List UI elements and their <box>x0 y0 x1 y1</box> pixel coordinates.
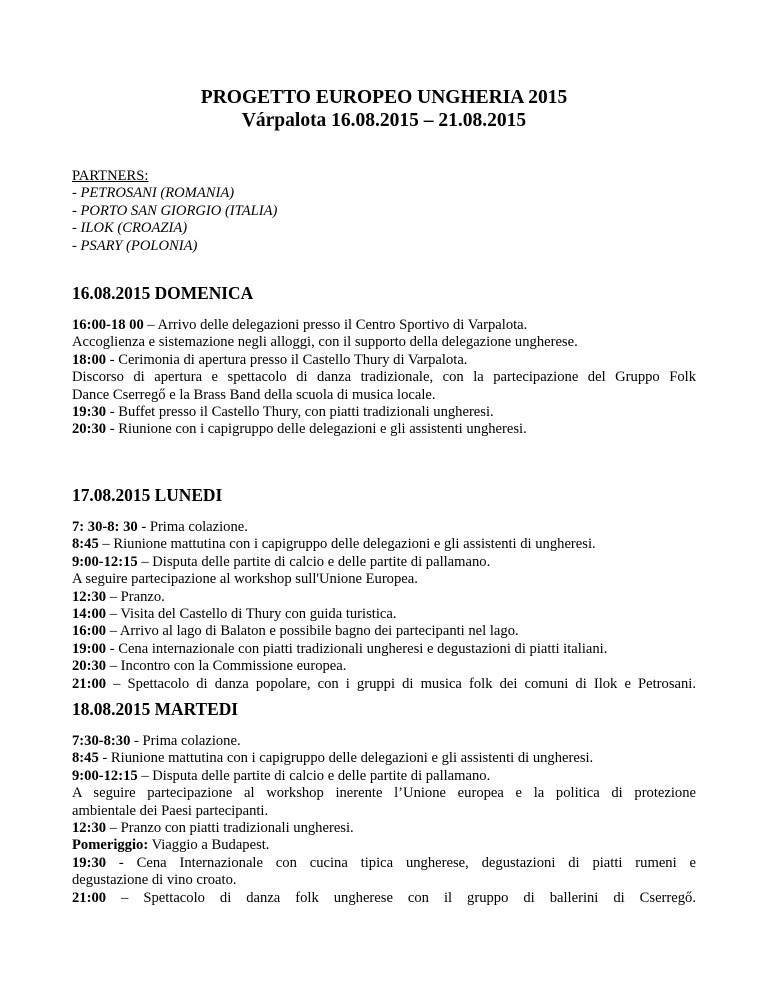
schedule-line <box>72 317 696 334</box>
schedule-line <box>72 820 696 837</box>
schedule-line <box>72 554 696 571</box>
schedule-time: 21:00 <box>72 675 107 692</box>
partner-item: - PETROSANI (ROMANIA) <box>72 185 235 202</box>
day-section-3 <box>72 699 696 907</box>
partner-item: - ILOK (CROAZIA) <box>72 220 188 237</box>
schedule-text: – Spettacolo di danza folk ungherese con il gruppo di ballerini di Cserregő. <box>106 889 696 906</box>
schedule-text: - Buffet presso il Castello Thury, con piatti tradizionali ungheresi. <box>106 404 494 421</box>
schedule-time: Pomeriggio: <box>72 837 149 854</box>
schedule-line <box>72 641 696 658</box>
schedule-text: Viaggio a Budapest. <box>148 837 270 854</box>
partners-heading: PARTNERS: <box>72 168 149 184</box>
schedule-text: - Cena internazionale con piatti tradizionali ungheresi e degustazioni di piatti italiani. <box>106 640 608 657</box>
schedule-text: – Riunione mattutina con i capigruppo delle delegazioni e gli assistenti di ungheresi. <box>98 536 596 553</box>
schedule-time: 9:00-12:15 <box>72 767 138 784</box>
day-section-2 <box>72 485 696 693</box>
schedule-line <box>72 519 696 536</box>
schedule-text: ambientale dei Paesi partecipanti. <box>72 802 269 819</box>
schedule-text: Dance Cserregő e la Brass Band della scuola di musica locale. <box>72 386 436 403</box>
schedule-line <box>72 589 696 606</box>
schedule-line <box>72 352 696 369</box>
document-subtitle: Várpalota 16.08.2015 – 21.08.2015 <box>241 110 527 131</box>
schedule-text: Accoglienza e sistemazione negli alloggi, con il supporto della delegazione ungherese. <box>72 334 578 351</box>
schedule-line <box>72 623 696 640</box>
schedule-time: 7: 30-8: 30 <box>72 519 138 535</box>
schedule-text: A seguire partecipazione al workshop sull'Unione Europea. <box>72 571 418 588</box>
schedule-text: – Disputa delle partite di calcio e delle partite di pallamano. <box>137 767 491 784</box>
schedule-text: – Spettacolo di danza popolare, con i gruppi di musica folk dei comuni di Ilok e Petrosani. <box>106 675 696 692</box>
schedule-text: – Pranzo. <box>106 588 165 605</box>
schedule-line <box>72 676 696 693</box>
schedule-text: – Disputa delle partite di calcio e delle partite di pallamano. <box>137 553 491 570</box>
schedule-line <box>72 369 696 386</box>
partner-item: - PSARY (POLONIA) <box>72 237 198 254</box>
schedule-time: 16:00 <box>72 623 107 640</box>
schedule-text: – Arrivo delle delegazioni presso il Centro Sportivo di Varpalota. <box>143 317 528 333</box>
schedule-text: – Visita del Castello di Thury con guida turistica. <box>106 606 397 623</box>
schedule-time: 12:30 <box>72 820 107 837</box>
schedule-time: 14:00 <box>72 606 107 623</box>
schedule-lines <box>72 519 696 693</box>
schedule-text: – Incontro con la Commissione europea. <box>106 658 347 675</box>
day-heading: 18.08.2015 MARTEDI <box>72 699 239 719</box>
schedule-time: 19:30 <box>72 854 107 871</box>
partners-list <box>72 168 277 255</box>
schedule-line <box>72 334 696 351</box>
schedule-text: - Cena Internazionale con cucina tipica ungherese, degustazioni di piatti rumeni e <box>106 854 696 871</box>
schedule-line <box>72 658 696 675</box>
schedule-time: 7:30-8:30 <box>72 733 131 749</box>
day-section-1 <box>72 283 696 439</box>
schedule-line <box>72 733 696 750</box>
schedule-line <box>72 421 696 438</box>
schedule-time: 21:00 <box>72 889 107 906</box>
schedule-time: 19:30 <box>72 404 107 421</box>
schedule-time: 8:45 <box>72 536 99 553</box>
schedule-time: 8:45 <box>72 750 99 767</box>
schedule-text: A seguire partecipazione al workshop inerente l’Unione europea e la politica di protezione <box>72 785 696 802</box>
schedule-line <box>72 606 696 623</box>
schedule-time: 20:30 <box>72 421 107 438</box>
schedule-line <box>72 803 696 820</box>
schedule-line <box>72 387 696 404</box>
schedule-text: Discorso di apertura e spettacolo di danza tradizionale, con la partecipazione del Gruppo Folk <box>72 369 696 386</box>
schedule-line <box>72 890 696 907</box>
schedule-time: 9:00-12:15 <box>72 553 138 570</box>
day-heading: 16.08.2015 DOMENICA <box>72 283 254 303</box>
schedule-text: – Pranzo con piatti tradizionali ungheresi. <box>106 820 354 837</box>
schedule-lines <box>72 733 696 907</box>
schedule-text: - Riunione mattutina con i capigruppo delle delegazioni e gli assistenti di ungheresi. <box>98 750 594 767</box>
schedule-line <box>72 571 696 588</box>
schedule-time: 16:00-18 00 <box>72 317 144 333</box>
schedule-text: - Prima colazione. <box>130 733 241 749</box>
schedule-text: - Riunione con i capigruppo delle delegazioni e gli assistenti ungheresi. <box>106 421 527 438</box>
schedule-line <box>72 837 696 854</box>
day-heading: 17.08.2015 LUNEDI <box>72 485 223 505</box>
schedule-line <box>72 750 696 767</box>
partner-item: - PORTO SAN GIORGIO (ITALIA) <box>72 202 278 219</box>
schedule-line <box>72 872 696 889</box>
schedule-line <box>72 768 696 785</box>
schedule-text: - Cerimonia di apertura presso il Castello Thury di Varpalota. <box>106 351 468 368</box>
schedule-text: degustazione di vino croato. <box>72 872 237 889</box>
document-title: PROGETTO EUROPEO UNGHERIA 2015 <box>200 87 568 108</box>
schedule-line <box>72 785 696 802</box>
schedule-line <box>72 855 696 872</box>
schedule-time: 20:30 <box>72 658 107 675</box>
schedule-time: 12:30 <box>72 588 107 605</box>
schedule-line <box>72 404 696 421</box>
schedule-line <box>72 536 696 553</box>
schedule-lines <box>72 317 696 439</box>
schedule-text: – Arrivo al lago di Balaton e possibile bagno dei partecipanti nel lago. <box>106 623 519 640</box>
schedule-time: 19:00 <box>72 640 107 657</box>
schedule-time: 18:00 <box>72 351 107 368</box>
schedule-text: - Prima colazione. <box>137 519 248 535</box>
